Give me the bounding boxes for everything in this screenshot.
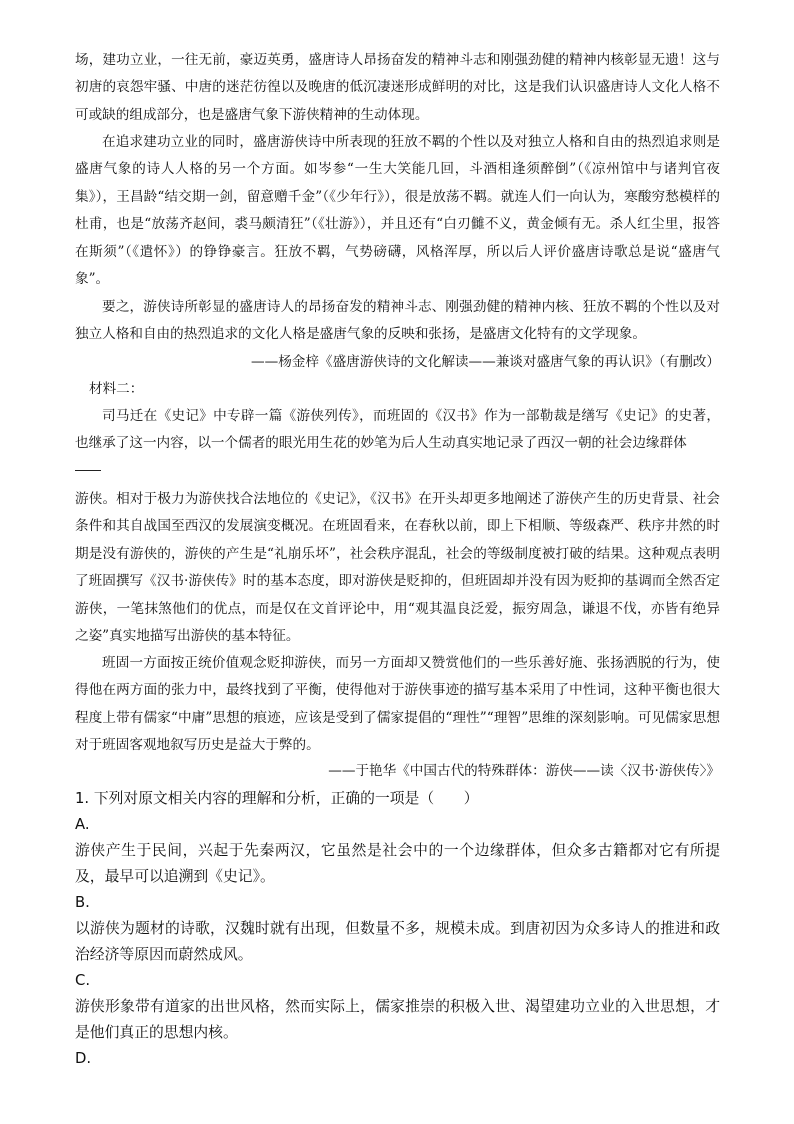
material2-paragraph-2: 班固一方面按正统价值观念贬抑游侠，而另一方面却又赞赏他们的一些乐善好施、张扬洒脱的行为，使得他在两方面的张力中，最终找到了平衡，使得他对于游侠事迹的描写基本采用了中性词，这种平衡也很大程度上带有儒家“中庸”思想的痕迹，应该是受到了儒家提倡的“理性”“理智”思维的深刻影响。可见儒家思想对于班固客观地叙写历史是益大于弊的。 (75, 655, 720, 754)
material1-paragraph-tail: 场，建功立业，一往无前，豪迈英勇，盛唐诗人昂扬奋发的精神斗志和刚强劲健的精神内核彰显无遗！这与初唐的哀怨牢骚、中唐的迷茫彷徨以及晚唐的低沉凄迷形成鲜明的对比，这是我们认识盛唐诗人文化人格不可或缺的组成部分，也是盛唐气象下游侠精神的生动体现。 (75, 52, 720, 123)
em-dash-line (75, 470, 101, 471)
question-stem: 1. 下列对原文相关内容的理解和分析，正确的一项是（ ） (75, 790, 479, 807)
material1-paragraph-2: 在追求建功立业的同时，盛唐游侠诗中所表现的狂放不羁的个性以及对独立人格和自由的热烈追求则是盛唐气象的诗人人格的另一个方面。如岑参“一生大笑能几回，斗酒相逢须醉倒”（《凉州馆中与诸判官夜集》），王昌龄“结交期一剑，留意赠千金”（《少年行》），很是放荡不羁。就连人们一向认为，寒酸穷愁模样的杜甫，也是“放荡齐赵间，裘马颇清狂”（《壮游》），并且还有“白刃雠不义，黄金倾有无。杀人红尘里，报答在斯须”（《遣怀》）的铮铮豪言。狂放不羁，气势磅礴，风格浑厚，所以后人评价盛唐诗歌总是说“盛唐气象”。 (75, 134, 720, 288)
option-d-letter: D. (75, 1050, 92, 1067)
material2-paragraph-1-part1: 司马迁在《史记》中专辟一篇《游侠列传》，而班固的《汉书》作为一部勒裁是缮写《史记》的史著，也继承了这一内容，以一个儒者的眼光用生花的妙笔为后人生动真实地记录了西汉一朝的社会边缘群体 (75, 408, 720, 452)
option-c-text: 游侠形象带有道家的出世风格，然而实际上，儒家推崇的积极入世、渴望建功立业的入世思想，才是他们真正的思想内核。 (75, 998, 720, 1041)
material2-label: 材料二： (89, 381, 144, 397)
material1-paragraph-3: 要之，游侠诗所彰显的盛唐诗人的昂扬奋发的精神斗志、刚强劲健的精神内核、狂放不羁的个性以及对独立人格和自由的热烈追求的文化人格是盛唐气象的反映和张扬，是盛唐文化特有的文学现象。 (75, 299, 720, 343)
material1-citation: ——杨金梓《盛唐游侠诗的文化解读——兼谈对盛唐气象的再认识》（有删改） (251, 354, 720, 370)
option-b-letter: B. (75, 894, 90, 911)
option-a-text: 游侠产生于民间，兴起于先秦两汉，它虽然是社会中的一个边缘群体，但众多古籍都对它有所提及，最早可以追溯到《史记》。 (75, 842, 720, 885)
option-b-text: 以游侠为题材的诗歌，汉魏时就有出现，但数量不多，规模未成。到唐初因为众多诗人的推进和政治经济等原因而蔚然成风。 (75, 920, 720, 963)
material2-citation: ——于艳华《中国古代的特殊群体：游侠——读〈汉书·游侠传〉》 (328, 763, 720, 779)
material2-paragraph-1-part2: 游侠。相对于极力为游侠找合法地位的《史记》，《汉书》在开头却更多地阐述了游侠产生的历史背景、社会条件和其自战国至西汉的发展演变概况。在班固看来，在春秋以前，即上下相顺、等级森严、秩序井然的时期是没有游侠的，游侠的产生是“礼崩乐坏”，社会秩序混乱，社会的等级制度被打破的结果。这种观点表明了班固撰写《汉书·游侠传》时的基本态度，即对游侠是贬抑的，但班固却并没有因为贬抑的基调而全然否定游侠，一笔抹煞他们的优点，而是仅在文首评论中，用“观其温良泛爱，振穷周急，谦退不伐，亦皆有绝异之姿”真实地描写出游侠的基本特征。 (75, 491, 720, 645)
option-c-letter: C. (75, 972, 91, 989)
option-a-letter: A. (75, 816, 90, 833)
